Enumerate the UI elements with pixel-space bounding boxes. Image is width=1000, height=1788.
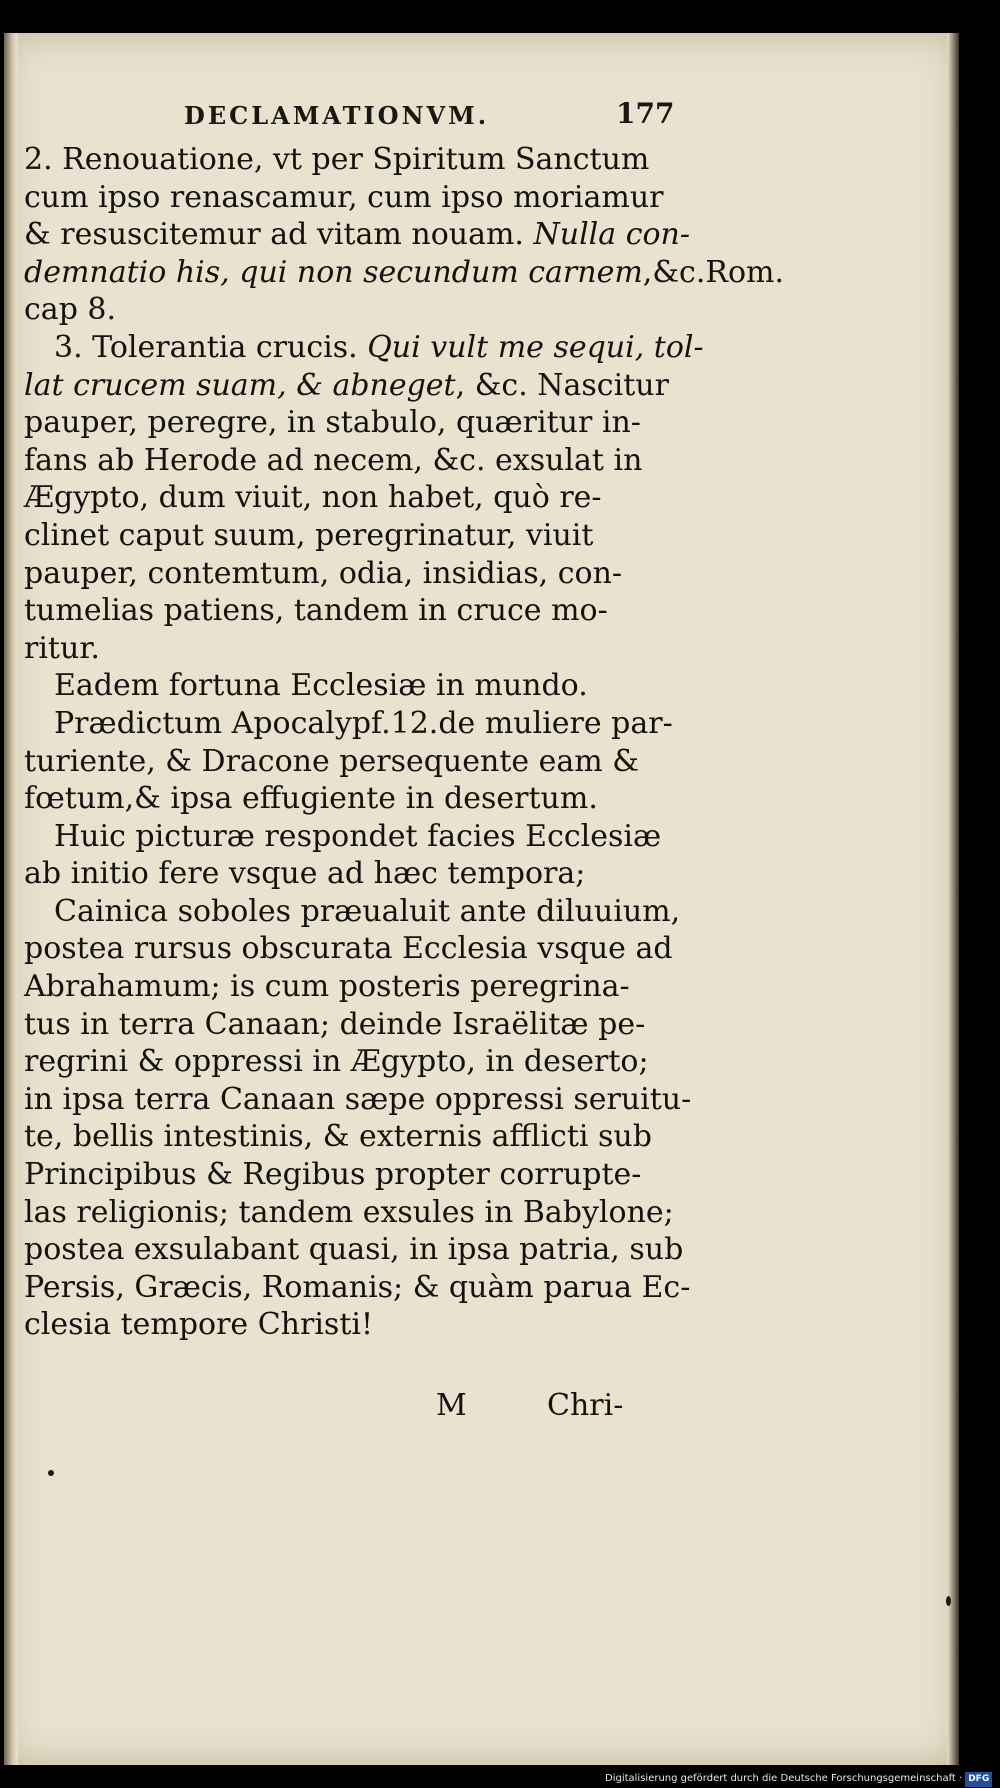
ink-speck: [48, 1470, 54, 1476]
section-heading: Eadem fortuna Ecclesiæ in mundo.: [54, 668, 588, 704]
text-line: Persis, Græcis, Romanis; & quàm parua Ec-: [24, 1269, 691, 1305]
signature-mark: M: [436, 1388, 467, 1423]
page-foot: [4, 1388, 959, 1428]
text-line: Principibus & Regibus propter corrupte-: [24, 1157, 642, 1193]
text-block: [24, 141, 785, 1344]
page-number: 177: [616, 97, 675, 130]
digitization-credit: [605, 1771, 995, 1786]
text-line: cap 8.: [24, 292, 117, 328]
text-line: turiente, & Dracone persequente eam &: [24, 743, 639, 779]
text-line: lat crucem suam, & abneget, &c. Nascitur: [24, 367, 669, 403]
credit-text: Digitalisierung gefördert durch die Deutsche Forschungsgemeinschaft ·: [605, 1773, 963, 1784]
text-line: regrini & oppressi in Ægypto, in deserto;: [24, 1044, 649, 1080]
text-line: pauper, contemtum, odia, insidias, con-: [24, 555, 623, 591]
text-line: clesia tempore Christi!: [24, 1307, 374, 1343]
page-header: [4, 97, 959, 141]
text-line: 2. Renouatione, vt per Spiritum Sanctum: [24, 142, 650, 177]
book-page: [4, 33, 959, 1765]
page-left-edge: [4, 33, 18, 1765]
text-line: Huic picturæ respondet facies Ecclesiæ: [54, 818, 662, 854]
text-line: demnatio his, qui non secundum carnem,&c.Rom.: [24, 254, 785, 290]
ink-speck: [946, 1596, 951, 1606]
text-line: Cainica soboles præualuit ante diluuium,: [54, 893, 681, 929]
text-line: ritur.: [24, 630, 100, 666]
text-line: fans ab Herode ad necem, &c. exsulat in: [24, 442, 643, 478]
page-right-edge: [947, 33, 959, 1765]
text-line: fœtum,& ipsa effugiente in desertum.: [24, 781, 598, 817]
text-line: & resuscitemur ad vitam nouam. Nulla con-: [24, 217, 691, 253]
text-line: Abrahamum; is cum posteris peregrina-: [24, 969, 630, 1005]
catchword: Chri-: [547, 1388, 624, 1423]
text-line: clinet caput suum, peregrinatur, viuit: [24, 517, 594, 553]
text-line: te, bellis intestinis, & externis afflicti sub: [24, 1119, 652, 1155]
text-line: pauper, peregre, in stabulo, quæritur in-: [24, 405, 641, 441]
text-line: postea exsulabant quasi, in ipsa patria, sub: [24, 1232, 684, 1268]
text-line: Prædictum Apocalypf.12.de muliere par-: [54, 705, 673, 741]
dfg-logo: DFG: [965, 1772, 992, 1787]
text-line: Ægypto, dum viuit, non habet, quò re-: [24, 480, 602, 516]
text-line: tus in terra Canaan; deinde Israëlitæ pe-: [24, 1006, 646, 1042]
text-line: las religionis; tandem exsules in Babylone;: [24, 1194, 674, 1230]
text-line: cum ipso renascamur, cum ipso moriamur: [24, 179, 664, 215]
text-line: 3. Tolerantia crucis. Qui vult me sequi, tol-: [54, 329, 704, 365]
text-line: postea rursus obscurata Ecclesia vsque ad: [24, 931, 673, 967]
text-line: ab initio fere vsque ad hæc tempora;: [24, 856, 586, 892]
text-line: in ipsa terra Canaan sæpe oppressi seruitu-: [24, 1081, 692, 1117]
text-line: tumelias patiens, tandem in cruce mo-: [24, 593, 608, 629]
running-head: DECLAMATIONVM.: [184, 101, 490, 130]
